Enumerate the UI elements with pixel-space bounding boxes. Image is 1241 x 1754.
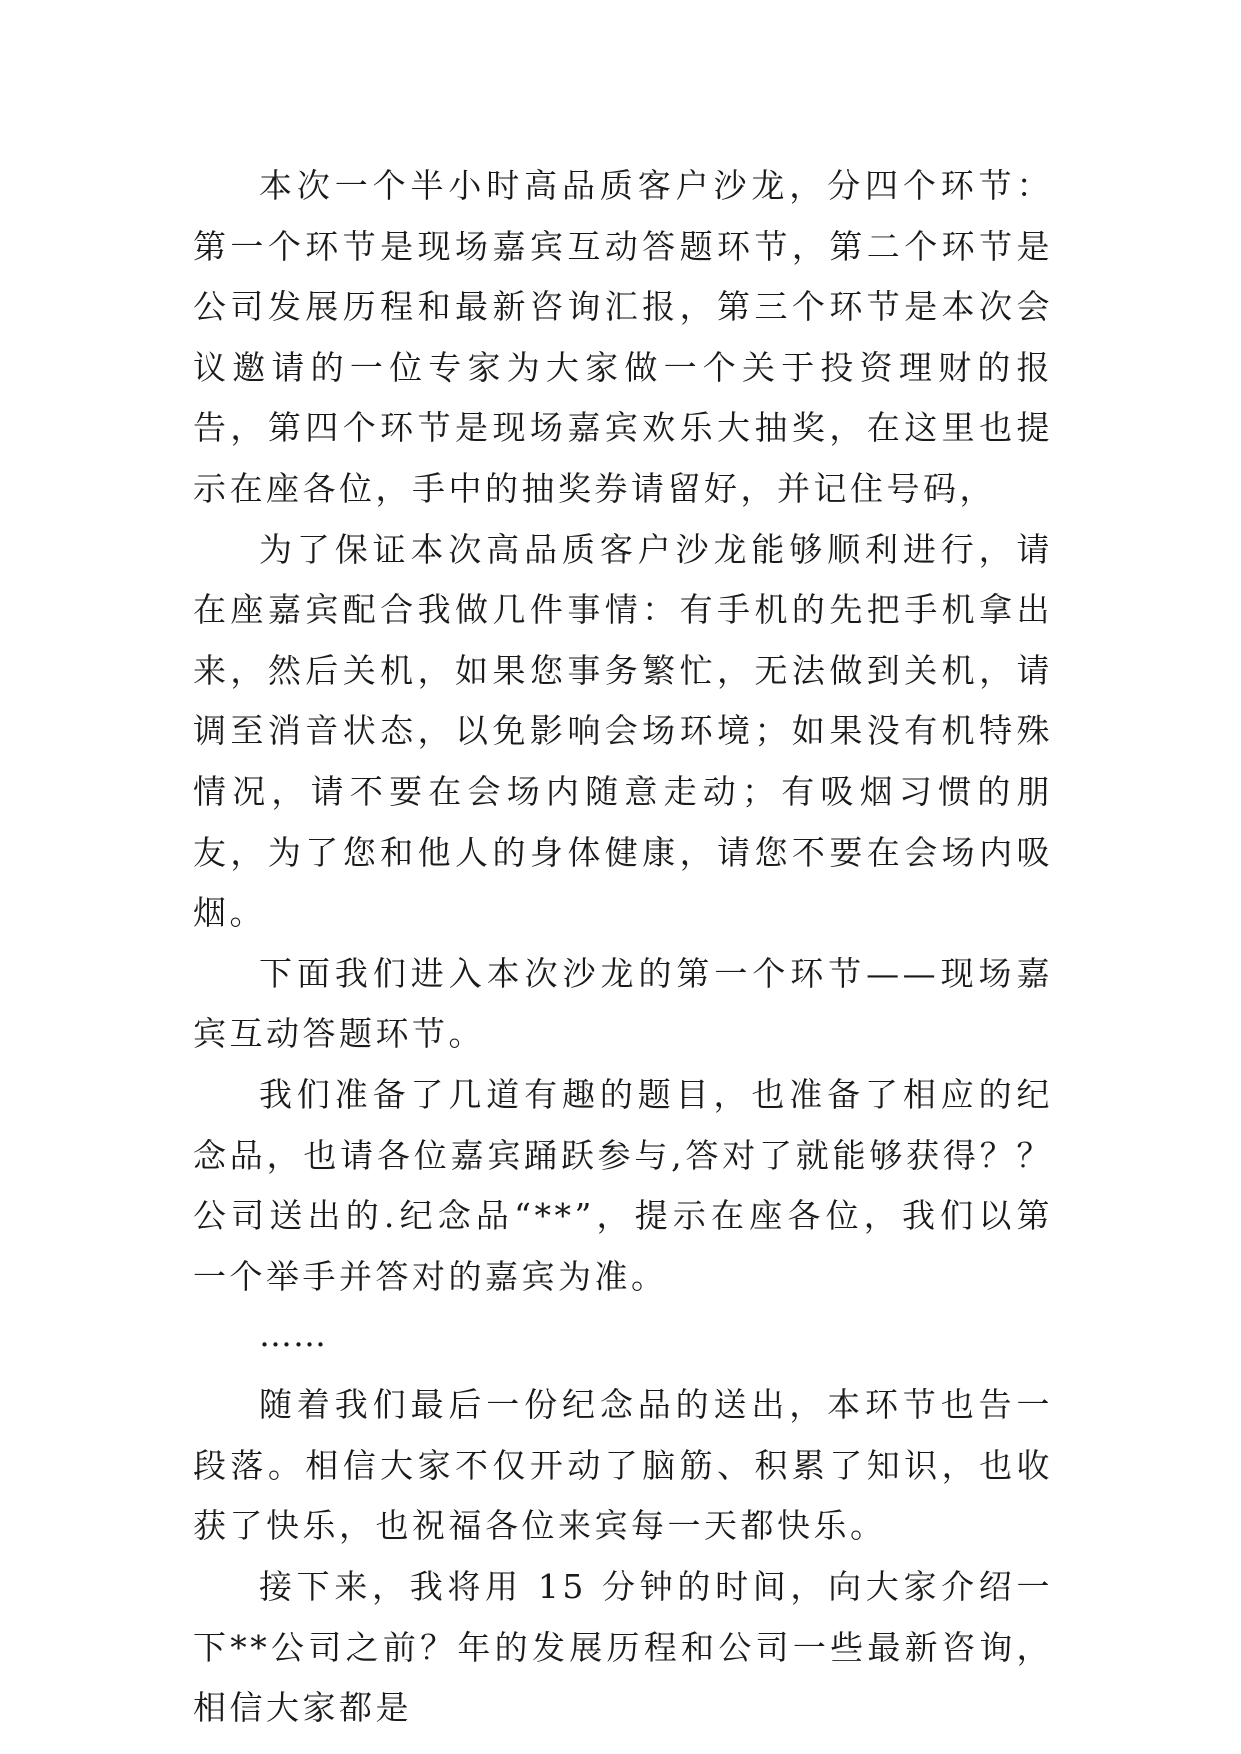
paragraph-ellipsis: …… <box>259 1315 327 1355</box>
paragraph-quiz-prizes: 我们准备了几道有趣的题目，也准备了相应的纪念品，也请各位嘉宾踊跃参与,答对了就能够获得？？公司送出的.纪念品“**”，提示在座各位，我们以第一个举手并答对的嘉宾为准。 <box>193 1074 1053 1296</box>
document-body <box>193 156 1053 1739</box>
paragraph-company-intro: 接下来，我将用 15 分钟的时间，向大家介绍一下**公司之前？年的发展历程和公司一些最新咨询，相信大家都是 <box>193 1567 1053 1728</box>
paragraph-phone-notice: 为了保证本次高品质客户沙龙能够顺利进行，请在座嘉宾配合我做几件事情：有手机的先把手机拿出来，然后关机，如果您事务繁忙，无法做到关机，请调至消音状态，以免影响会场环境；如果没有机特殊情况，请不要在会场内随意走动；有吸烟习惯的朋友，为了您和他人的身体健康，请您不要在会场内吸烟。 <box>193 529 1053 933</box>
paragraph-salon-overview: 本次一个半小时高品质客户沙龙，分四个环节：第一个环节是现场嘉宾互动答题环节，第二个环节是公司发展历程和最新咨询汇报，第三个环节是本次会议邀请的一位专家为大家做一个关于投资理财的报告，第四个环节是现场嘉宾欢乐大抽奖，在这里也提示在座各位，手中的抽奖券请留好，并记住号码， <box>193 166 1053 508</box>
paragraph-first-segment-intro: 下面我们进入本次沙龙的第一个环节——现场嘉宾互动答题环节。 <box>193 953 1053 1054</box>
paragraph-segment-wrapup: 随着我们最后一份纪念品的送出，本环节也告一段落。相信大家不仅开动了脑筋、积累了知识，也收获了快乐，也祝福各位来宾每一天都快乐。 <box>193 1385 1053 1546</box>
